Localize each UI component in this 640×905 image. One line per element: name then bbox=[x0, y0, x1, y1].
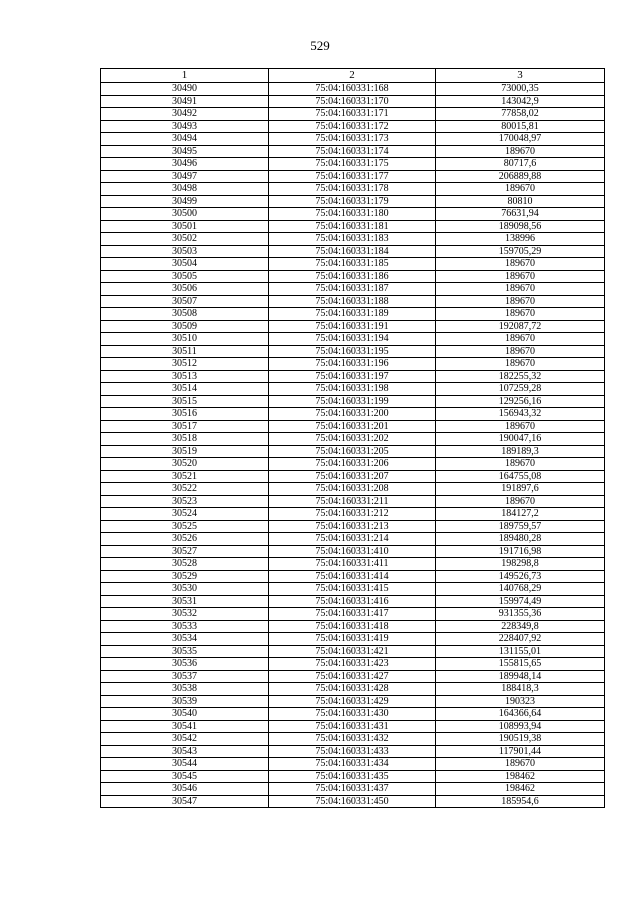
table-row bbox=[101, 108, 605, 121]
value-cell: 156943,32 bbox=[436, 408, 605, 421]
value-cell: 80717,6 bbox=[436, 158, 605, 171]
cadastral-number-cell: 75:04:160331:434 bbox=[269, 758, 436, 771]
cadastral-number-cell: 75:04:160331:208 bbox=[269, 483, 436, 496]
table-row bbox=[101, 670, 605, 683]
table-row bbox=[101, 695, 605, 708]
value-cell: 189670 bbox=[436, 295, 605, 308]
value-cell: 189670 bbox=[436, 345, 605, 358]
table-row bbox=[101, 533, 605, 546]
table-row bbox=[101, 233, 605, 246]
table-row bbox=[101, 345, 605, 358]
row-number-cell: 30527 bbox=[101, 545, 269, 558]
row-number-cell: 30545 bbox=[101, 770, 269, 783]
row-number-cell: 30510 bbox=[101, 333, 269, 346]
value-cell: 198298,8 bbox=[436, 558, 605, 571]
value-cell: 73000,35 bbox=[436, 83, 605, 96]
cadastral-number-cell: 75:04:160331:191 bbox=[269, 320, 436, 333]
value-cell: 198462 bbox=[436, 770, 605, 783]
row-number-cell: 30534 bbox=[101, 633, 269, 646]
row-number-cell: 30506 bbox=[101, 283, 269, 296]
cadastral-number-cell: 75:04:160331:194 bbox=[269, 333, 436, 346]
cadastral-number-cell: 75:04:160331:411 bbox=[269, 558, 436, 571]
row-number-cell: 30503 bbox=[101, 245, 269, 258]
table-row bbox=[101, 683, 605, 696]
cadastral-number-cell: 75:04:160331:170 bbox=[269, 95, 436, 108]
table-row bbox=[101, 783, 605, 796]
cadastral-number-cell: 75:04:160331:205 bbox=[269, 445, 436, 458]
table-row bbox=[101, 570, 605, 583]
value-cell: 80015,81 bbox=[436, 120, 605, 133]
table-header-row bbox=[101, 69, 605, 83]
value-cell: 189948,14 bbox=[436, 670, 605, 683]
row-number-cell: 30512 bbox=[101, 358, 269, 371]
page-number: 529 bbox=[310, 38, 330, 53]
row-number-cell: 30533 bbox=[101, 620, 269, 633]
row-number-cell: 30511 bbox=[101, 345, 269, 358]
row-number-cell: 30535 bbox=[101, 645, 269, 658]
row-number-cell: 30500 bbox=[101, 208, 269, 221]
cadastral-number-cell: 75:04:160331:207 bbox=[269, 470, 436, 483]
value-cell: 198462 bbox=[436, 783, 605, 796]
value-cell: 149526,73 bbox=[436, 570, 605, 583]
cadastral-number-cell: 75:04:160331:199 bbox=[269, 395, 436, 408]
row-number-cell: 30490 bbox=[101, 83, 269, 96]
table-row bbox=[101, 795, 605, 808]
cadastral-number-cell: 75:04:160331:418 bbox=[269, 620, 436, 633]
cadastral-number-cell: 75:04:160331:433 bbox=[269, 745, 436, 758]
table-row bbox=[101, 583, 605, 596]
table-row bbox=[101, 520, 605, 533]
value-cell: 191716,98 bbox=[436, 545, 605, 558]
row-number-cell: 30497 bbox=[101, 170, 269, 183]
cadastral-number-cell: 75:04:160331:417 bbox=[269, 608, 436, 621]
cadastral-number-cell: 75:04:160331:419 bbox=[269, 633, 436, 646]
row-number-cell: 30529 bbox=[101, 570, 269, 583]
value-cell: 189670 bbox=[436, 308, 605, 321]
value-cell: 159974,49 bbox=[436, 595, 605, 608]
cadastral-number-cell: 75:04:160331:187 bbox=[269, 283, 436, 296]
cadastral-number-cell: 75:04:160331:206 bbox=[269, 458, 436, 471]
row-number-cell: 30541 bbox=[101, 720, 269, 733]
table-row bbox=[101, 170, 605, 183]
table-row bbox=[101, 770, 605, 783]
table-row bbox=[101, 458, 605, 471]
value-cell: 155815,65 bbox=[436, 658, 605, 671]
cadastral-number-cell: 75:04:160331:214 bbox=[269, 533, 436, 546]
column-header-2: 2 bbox=[269, 69, 436, 83]
table-row bbox=[101, 708, 605, 721]
value-cell: 189098,56 bbox=[436, 220, 605, 233]
cadastral-number-cell: 75:04:160331:423 bbox=[269, 658, 436, 671]
row-number-cell: 30528 bbox=[101, 558, 269, 571]
value-cell: 185954,6 bbox=[436, 795, 605, 808]
row-number-cell: 30508 bbox=[101, 308, 269, 321]
table-row bbox=[101, 120, 605, 133]
value-cell: 189670 bbox=[436, 758, 605, 771]
row-number-cell: 30521 bbox=[101, 470, 269, 483]
row-number-cell: 30546 bbox=[101, 783, 269, 796]
row-number-cell: 30502 bbox=[101, 233, 269, 246]
value-cell: 190323 bbox=[436, 695, 605, 708]
table-row bbox=[101, 308, 605, 321]
cadastral-number-cell: 75:04:160331:174 bbox=[269, 145, 436, 158]
cadastral-number-cell: 75:04:160331:431 bbox=[269, 720, 436, 733]
cadastral-number-cell: 75:04:160331:185 bbox=[269, 258, 436, 271]
row-number-cell: 30518 bbox=[101, 433, 269, 446]
cadastral-number-cell: 75:04:160331:183 bbox=[269, 233, 436, 246]
cadastral-number-cell: 75:04:160331:213 bbox=[269, 520, 436, 533]
value-cell: 191897,6 bbox=[436, 483, 605, 496]
cadastral-number-cell: 75:04:160331:186 bbox=[269, 270, 436, 283]
value-cell: 189670 bbox=[436, 420, 605, 433]
row-number-cell: 30520 bbox=[101, 458, 269, 471]
cadastral-number-cell: 75:04:160331:432 bbox=[269, 733, 436, 746]
cadastral-number-cell: 75:04:160331:414 bbox=[269, 570, 436, 583]
row-number-cell: 30496 bbox=[101, 158, 269, 171]
value-cell: 143042,9 bbox=[436, 95, 605, 108]
value-cell: 159705,29 bbox=[436, 245, 605, 258]
row-number-cell: 30522 bbox=[101, 483, 269, 496]
table-row bbox=[101, 95, 605, 108]
value-cell: 182255,32 bbox=[436, 370, 605, 383]
cadastral-number-cell: 75:04:160331:437 bbox=[269, 783, 436, 796]
cadastral-number-cell: 75:04:160331:450 bbox=[269, 795, 436, 808]
row-number-cell: 30505 bbox=[101, 270, 269, 283]
row-number-cell: 30542 bbox=[101, 733, 269, 746]
table-row bbox=[101, 745, 605, 758]
value-cell: 931355,36 bbox=[436, 608, 605, 621]
cadastral-number-cell: 75:04:160331:200 bbox=[269, 408, 436, 421]
row-number-cell: 30519 bbox=[101, 445, 269, 458]
value-cell: 189480,28 bbox=[436, 533, 605, 546]
value-cell: 189670 bbox=[436, 270, 605, 283]
cadastral-number-cell: 75:04:160331:172 bbox=[269, 120, 436, 133]
cadastral-number-cell: 75:04:160331:416 bbox=[269, 595, 436, 608]
cadastral-number-cell: 75:04:160331:197 bbox=[269, 370, 436, 383]
value-cell: 228349,8 bbox=[436, 620, 605, 633]
row-number-cell: 30498 bbox=[101, 183, 269, 196]
table-row bbox=[101, 183, 605, 196]
value-cell: 80810 bbox=[436, 195, 605, 208]
value-cell: 190519,38 bbox=[436, 733, 605, 746]
table-row bbox=[101, 258, 605, 271]
value-cell: 164755,08 bbox=[436, 470, 605, 483]
table-row bbox=[101, 733, 605, 746]
cadastral-number-cell: 75:04:160331:429 bbox=[269, 695, 436, 708]
cadastral-number-cell: 75:04:160331:168 bbox=[269, 83, 436, 96]
table-row bbox=[101, 558, 605, 571]
cadastral-number-cell: 75:04:160331:175 bbox=[269, 158, 436, 171]
table-row bbox=[101, 633, 605, 646]
value-cell: 76631,94 bbox=[436, 208, 605, 221]
table-row bbox=[101, 370, 605, 383]
table-row bbox=[101, 245, 605, 258]
value-cell: 107259,28 bbox=[436, 383, 605, 396]
row-number-cell: 30491 bbox=[101, 95, 269, 108]
row-number-cell: 30514 bbox=[101, 383, 269, 396]
table-row bbox=[101, 208, 605, 221]
row-number-cell: 30494 bbox=[101, 133, 269, 146]
table-row bbox=[101, 270, 605, 283]
table-row bbox=[101, 320, 605, 333]
value-cell: 188418,3 bbox=[436, 683, 605, 696]
table-row bbox=[101, 333, 605, 346]
row-number-cell: 30492 bbox=[101, 108, 269, 121]
table-body bbox=[101, 83, 605, 808]
value-cell: 170048,97 bbox=[436, 133, 605, 146]
table-row bbox=[101, 645, 605, 658]
value-cell: 129256,16 bbox=[436, 395, 605, 408]
row-number-cell: 30499 bbox=[101, 195, 269, 208]
table-row bbox=[101, 620, 605, 633]
cadastral-number-cell: 75:04:160331:189 bbox=[269, 308, 436, 321]
data-table bbox=[100, 68, 605, 808]
table-row bbox=[101, 658, 605, 671]
table-row bbox=[101, 83, 605, 96]
row-number-cell: 30531 bbox=[101, 595, 269, 608]
column-header-3: 3 bbox=[436, 69, 605, 83]
value-cell: 108993,94 bbox=[436, 720, 605, 733]
cadastral-number-cell: 75:04:160331:427 bbox=[269, 670, 436, 683]
table-row bbox=[101, 595, 605, 608]
value-cell: 164366,64 bbox=[436, 708, 605, 721]
cadastral-number-cell: 75:04:160331:196 bbox=[269, 358, 436, 371]
value-cell: 189670 bbox=[436, 333, 605, 346]
row-number-cell: 30544 bbox=[101, 758, 269, 771]
cadastral-number-cell: 75:04:160331:181 bbox=[269, 220, 436, 233]
table-row bbox=[101, 508, 605, 521]
cadastral-number-cell: 75:04:160331:435 bbox=[269, 770, 436, 783]
value-cell: 140768,29 bbox=[436, 583, 605, 596]
value-cell: 192087,72 bbox=[436, 320, 605, 333]
cadastral-number-cell: 75:04:160331:178 bbox=[269, 183, 436, 196]
table-row bbox=[101, 470, 605, 483]
row-number-cell: 30516 bbox=[101, 408, 269, 421]
row-number-cell: 30524 bbox=[101, 508, 269, 521]
cadastral-number-cell: 75:04:160331:410 bbox=[269, 545, 436, 558]
value-cell: 189670 bbox=[436, 145, 605, 158]
value-cell: 189670 bbox=[436, 258, 605, 271]
cadastral-number-cell: 75:04:160331:179 bbox=[269, 195, 436, 208]
row-number-cell: 30538 bbox=[101, 683, 269, 696]
table-row bbox=[101, 133, 605, 146]
row-number-cell: 30515 bbox=[101, 395, 269, 408]
value-cell: 184127,2 bbox=[436, 508, 605, 521]
row-number-cell: 30523 bbox=[101, 495, 269, 508]
table-row bbox=[101, 383, 605, 396]
cadastral-number-cell: 75:04:160331:201 bbox=[269, 420, 436, 433]
cadastral-number-cell: 75:04:160331:173 bbox=[269, 133, 436, 146]
table-row bbox=[101, 445, 605, 458]
value-cell: 189189,3 bbox=[436, 445, 605, 458]
cadastral-number-cell: 75:04:160331:198 bbox=[269, 383, 436, 396]
cadastral-number-cell: 75:04:160331:195 bbox=[269, 345, 436, 358]
row-number-cell: 30530 bbox=[101, 583, 269, 596]
row-number-cell: 30493 bbox=[101, 120, 269, 133]
cadastral-number-cell: 75:04:160331:202 bbox=[269, 433, 436, 446]
value-cell: 77858,02 bbox=[436, 108, 605, 121]
table-row bbox=[101, 358, 605, 371]
table-row bbox=[101, 283, 605, 296]
cadastral-number-cell: 75:04:160331:171 bbox=[269, 108, 436, 121]
cadastral-number-cell: 75:04:160331:188 bbox=[269, 295, 436, 308]
table-row bbox=[101, 195, 605, 208]
row-number-cell: 30536 bbox=[101, 658, 269, 671]
table-row bbox=[101, 483, 605, 496]
table-row bbox=[101, 220, 605, 233]
value-cell: 189670 bbox=[436, 183, 605, 196]
table-row bbox=[101, 545, 605, 558]
row-number-cell: 30501 bbox=[101, 220, 269, 233]
row-number-cell: 30543 bbox=[101, 745, 269, 758]
cadastral-number-cell: 75:04:160331:212 bbox=[269, 508, 436, 521]
value-cell: 131155,01 bbox=[436, 645, 605, 658]
value-cell: 189670 bbox=[436, 458, 605, 471]
row-number-cell: 30504 bbox=[101, 258, 269, 271]
cadastral-number-cell: 75:04:160331:415 bbox=[269, 583, 436, 596]
cadastral-number-cell: 75:04:160331:184 bbox=[269, 245, 436, 258]
column-header-1: 1 bbox=[101, 69, 269, 83]
row-number-cell: 30495 bbox=[101, 145, 269, 158]
row-number-cell: 30525 bbox=[101, 520, 269, 533]
row-number-cell: 30509 bbox=[101, 320, 269, 333]
row-number-cell: 30537 bbox=[101, 670, 269, 683]
table-row bbox=[101, 395, 605, 408]
row-number-cell: 30532 bbox=[101, 608, 269, 621]
cadastral-number-cell: 75:04:160331:430 bbox=[269, 708, 436, 721]
table-row bbox=[101, 758, 605, 771]
cadastral-number-cell: 75:04:160331:177 bbox=[269, 170, 436, 183]
cadastral-number-cell: 75:04:160331:428 bbox=[269, 683, 436, 696]
table-row bbox=[101, 433, 605, 446]
table-row bbox=[101, 158, 605, 171]
table-row bbox=[101, 720, 605, 733]
row-number-cell: 30507 bbox=[101, 295, 269, 308]
value-cell: 117901,44 bbox=[436, 745, 605, 758]
cadastral-number-cell: 75:04:160331:211 bbox=[269, 495, 436, 508]
table-row bbox=[101, 408, 605, 421]
table-row bbox=[101, 495, 605, 508]
cadastral-number-cell: 75:04:160331:180 bbox=[269, 208, 436, 221]
value-cell: 189670 bbox=[436, 495, 605, 508]
table-row bbox=[101, 420, 605, 433]
row-number-cell: 30526 bbox=[101, 533, 269, 546]
value-cell: 228407,92 bbox=[436, 633, 605, 646]
value-cell: 189759,57 bbox=[436, 520, 605, 533]
row-number-cell: 30517 bbox=[101, 420, 269, 433]
value-cell: 206889,88 bbox=[436, 170, 605, 183]
table-row bbox=[101, 145, 605, 158]
value-cell: 189670 bbox=[436, 283, 605, 296]
row-number-cell: 30540 bbox=[101, 708, 269, 721]
row-number-cell: 30513 bbox=[101, 370, 269, 383]
table-row bbox=[101, 295, 605, 308]
value-cell: 138996 bbox=[436, 233, 605, 246]
value-cell: 189670 bbox=[436, 358, 605, 371]
row-number-cell: 30539 bbox=[101, 695, 269, 708]
row-number-cell: 30547 bbox=[101, 795, 269, 808]
cadastral-number-cell: 75:04:160331:421 bbox=[269, 645, 436, 658]
value-cell: 190047,16 bbox=[436, 433, 605, 446]
table-row bbox=[101, 608, 605, 621]
